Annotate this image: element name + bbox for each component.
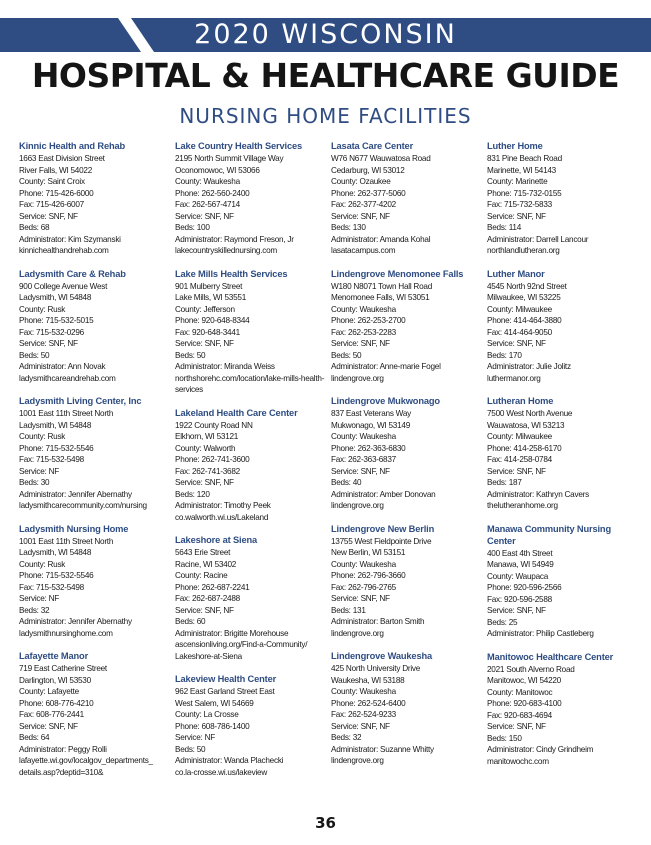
facility-detail-line: County: Walworth <box>175 443 236 453</box>
facility-detail-line: Wauwatosa, WI 53213 <box>487 420 565 430</box>
facility-entry <box>487 268 639 385</box>
facility-detail-line: Beds: 50 <box>175 744 206 754</box>
facility-detail-line: Service: SNF, NF <box>175 605 234 615</box>
facility-detail-line: co.walworth.wi.us/Lakeland <box>175 512 269 522</box>
facility-detail-line: Racine, WI 53402 <box>175 559 237 569</box>
facility-detail-line: Administrator: Raymond Freson, Jr <box>175 234 294 244</box>
facility-entry <box>175 673 327 778</box>
facility-detail-line: Administrator: Anne-marie Fogel <box>331 362 441 371</box>
facility-detail-line: Fax: 262-253-2283 <box>331 327 396 337</box>
facility-detail-line: County: Rusk <box>19 559 66 569</box>
facility-name: Ladysmith Care & Rehab <box>19 268 126 279</box>
facility-detail-line: Beds: 50 <box>19 350 50 360</box>
facility-detail-line: Administrator: Philip Castleberg <box>487 629 594 638</box>
facility-detail-line: co.la-crosse.wi.us/lakeview <box>175 767 267 777</box>
facility-detail-line: Administrator: Cindy Grindheim <box>487 745 594 754</box>
facility-detail-line: Beds: 68 <box>19 223 50 232</box>
facility-detail-line: County: Milwaukee <box>487 432 552 441</box>
facility-detail-line: services <box>175 385 204 394</box>
banner-text: 2020 WISCONSIN <box>194 19 457 50</box>
facility-detail-line: Beds: 150 <box>487 733 522 743</box>
facility-detail-line: Phone: 414-258-6170 <box>487 443 562 453</box>
facility-detail-line: County: Saint Croix <box>19 177 85 186</box>
facility-detail-line: Service: SNF, NF <box>331 211 390 221</box>
facility-detail-line: 7500 West North Avenue <box>487 409 573 418</box>
facility-detail-line: 1922 County Road NN <box>175 420 253 430</box>
facility-detail-line: Fax: 715-426-6007 <box>19 200 84 209</box>
facility-detail-line: northshorehc.com/location/lake-mills-health- <box>175 373 325 383</box>
column-3 <box>331 140 483 778</box>
facility-name: Lindengrove Mukwonago <box>331 396 440 406</box>
facility-detail-line: Waukesha, WI 53188 <box>331 675 405 685</box>
section-subtitle: NURSING HOME FACILITIES <box>179 104 472 128</box>
facility-detail-line: Service: SNF, NF <box>487 466 546 476</box>
facility-detail-line: kinnichealthandrehab.com <box>19 246 109 255</box>
facility-detail-line: Service: SNF, NF <box>175 478 234 487</box>
facility-detail-line: Phone: 262-363-6830 <box>331 443 406 453</box>
column-2 <box>175 140 327 789</box>
facility-detail-line: 831 Pine Beach Road <box>487 154 562 163</box>
facility-detail-line: County: Milwaukee <box>487 304 552 314</box>
facility-detail-line: Fax: 262-567-4714 <box>175 200 240 209</box>
facility-detail-line: Beds: 40 <box>331 478 362 487</box>
facility-detail-line: 837 East Veterans Way <box>331 409 412 418</box>
column-1 <box>19 140 171 789</box>
facility-name: Ladysmith Living Center, Inc <box>19 396 142 406</box>
facility-detail-line: County: Lafayette <box>19 687 79 696</box>
facility-detail-line: Fax: 262-741-3682 <box>175 466 240 476</box>
facility-detail-line: Phone: 608-776-4210 <box>19 698 94 708</box>
facility-detail-line: Phone: 920-648-8344 <box>175 316 250 325</box>
facility-entry <box>175 407 327 524</box>
facility-detail-line: 901 Mulberry Street <box>175 281 243 291</box>
facility-detail-line: ladysmithcareandrehab.com <box>19 373 116 383</box>
facility-detail-line: Phone: 262-796-3660 <box>331 571 406 580</box>
facility-detail-line: 425 North University Drive <box>331 664 421 673</box>
page-title: HOSPITAL & HEALTHCARE GUIDE <box>31 56 620 95</box>
facility-detail-line: Administrator: Kim Szymanski <box>19 234 121 244</box>
facility-detail-line: 900 College Avenue West <box>19 281 108 291</box>
facility-detail-line: details.asp?deptid=310& <box>19 767 104 777</box>
facility-detail-line: ascensionliving.org/Find-a-Community/ <box>175 640 308 649</box>
facility-name: Lakeview Health Center <box>175 674 277 684</box>
facility-detail-line: Fax: 715-532-5498 <box>19 455 84 464</box>
facility-detail-line: Service: SNF, NF <box>19 211 78 221</box>
facility-detail-line: Administrator: Amber Donovan <box>331 489 436 499</box>
facility-detail-line: 1001 East 11th Street North <box>19 536 114 546</box>
facility-entry <box>487 523 639 640</box>
facility-detail-line: Phone: 262-560-2400 <box>175 188 250 198</box>
facility-detail-line: W76 N677 Wauwatosa Road <box>331 154 431 163</box>
facility-detail-line: Phone: 414-464-3880 <box>487 316 562 325</box>
facility-detail-line: Service: NF <box>175 733 216 742</box>
facility-detail-line: Phone: 715-426-6000 <box>19 188 94 198</box>
facility-detail-line: Phone: 715-532-5015 <box>19 316 94 325</box>
facility-name: Luther Manor <box>487 268 545 279</box>
facility-detail-line: Phone: 262-687-2241 <box>175 582 250 592</box>
facility-detail-line: Beds: 120 <box>175 489 210 499</box>
facility-detail-line: New Berlin, WI 53151 <box>331 548 406 557</box>
facility-detail-line: lafayette.wi.gov/localgov_departments_ <box>19 756 153 765</box>
facility-detail-line: Service: NF <box>19 466 60 476</box>
facility-detail-line: County: Waukesha <box>331 432 396 441</box>
facility-detail-line: Ladysmith, WI 54848 <box>19 548 92 557</box>
facility-detail-line: 5643 Erie Street <box>175 548 231 557</box>
facility-entry <box>331 650 483 767</box>
facility-detail-line: County: Waupaca <box>487 571 549 581</box>
facility-detail-line: 2021 South Alverno Road <box>487 664 575 674</box>
facility-entry <box>487 140 639 257</box>
facility-detail-line: Fax: 608-776-2441 <box>19 710 84 719</box>
facility-name: Lakeland Health Care Center <box>175 407 298 418</box>
facility-detail-line: 400 East 4th Street <box>487 548 553 558</box>
facility-detail-line: Fax: 920-596-2588 <box>487 594 552 604</box>
facility-detail-line: County: Jefferson <box>175 304 235 314</box>
facility-entry <box>19 140 171 257</box>
facility-detail-line: Fax: 920-683-4694 <box>487 710 552 720</box>
facility-detail-line: Fax: 920-648-3441 <box>175 327 240 337</box>
facility-detail-line: Service: SNF, NF <box>331 721 390 731</box>
facility-detail-line: Marinette, WI 54143 <box>487 165 556 175</box>
facility-entry <box>19 650 171 778</box>
facility-detail-line: Service: SNF, NF <box>331 594 390 603</box>
facility-detail-line: Fax: 715-732-5833 <box>487 200 552 209</box>
facility-detail-line: County: La Crosse <box>175 710 239 719</box>
facility-detail-line: Beds: 170 <box>487 350 522 360</box>
facility-detail-line: Mukwonago, WI 53149 <box>331 420 410 430</box>
facility-detail-line: luthermanor.org <box>487 373 541 383</box>
facility-detail-line: Ladysmith, WI 54848 <box>19 293 92 302</box>
facility-name: Lake Mills Health Services <box>175 268 288 279</box>
facility-detail-line: lasatacampus.com <box>331 246 396 255</box>
facility-detail-line: County: Waukesha <box>331 559 396 569</box>
facility-detail-line: Fax: 262-377-4202 <box>331 200 396 209</box>
facility-name: Lasata Care Center <box>331 141 414 151</box>
facility-detail-line: Service: NF <box>19 594 60 603</box>
facility-name: Ladysmith Nursing Home <box>19 523 129 534</box>
facility-entry <box>19 268 171 385</box>
facility-entry <box>19 395 171 512</box>
facility-detail-line: Cedarburg, WI 53012 <box>331 165 405 175</box>
facility-detail-line: Beds: 25 <box>487 617 518 627</box>
facility-entry <box>331 523 483 640</box>
facility-detail-line: Oconomowoc, WI 53066 <box>175 165 260 175</box>
facility-detail-line: Service: SNF, NF <box>19 339 78 348</box>
facility-detail-line: Beds: 114 <box>487 223 522 232</box>
facility-detail-line: Administrator: Timothy Peek <box>175 501 271 510</box>
facility-detail-line: Beds: 50 <box>331 350 362 360</box>
facility-detail-line: Administrator: Miranda Weiss <box>175 362 275 371</box>
facility-detail-line: County: Ozaukee <box>331 177 391 186</box>
facility-name: Lutheran Home <box>487 396 554 406</box>
facility-detail-line: ladysmithcarecommunity.com/nursing <box>19 501 147 510</box>
facility-entry <box>331 140 483 257</box>
facility-detail-line: West Salem, WI 54669 <box>175 698 254 708</box>
facility-detail-line: lindengrove.org <box>331 628 384 638</box>
facility-detail-line: Administrator: Ann Novak <box>19 362 106 371</box>
facility-detail-line: northlandlutheran.org <box>487 246 560 255</box>
facility-detail-line: Phone: 262-377-5060 <box>331 188 406 198</box>
facility-detail-line: W180 N8071 Town Hall Road <box>331 281 433 291</box>
facility-listing <box>19 140 649 800</box>
facility-detail-line: lindengrove.org <box>331 501 384 510</box>
facility-detail-line: Service: SNF, NF <box>331 466 390 476</box>
facility-name: Lakeshore at Siena <box>175 535 258 545</box>
facility-entry <box>175 268 327 396</box>
facility-detail-line: Elkhorn, WI 53121 <box>175 432 239 441</box>
facility-detail-line: 1663 East Division Street <box>19 154 105 163</box>
facility-detail-line: 2195 North Summit Village Way <box>175 154 284 163</box>
facility-detail-line: Administrator: Kathryn Cavers <box>487 489 589 499</box>
column-4 <box>487 140 639 778</box>
facility-detail-line: Beds: 64 <box>19 733 50 742</box>
facility-detail-line: County: Waukesha <box>331 304 396 314</box>
facility-detail-line: County: Manitowoc <box>487 687 553 697</box>
facility-name: Lindengrove Waukesha <box>331 651 433 661</box>
facility-detail-line: 13755 West Fieldpointe Drive <box>331 536 432 546</box>
facility-name: Lindengrove New Berlin <box>331 523 435 534</box>
facility-detail-line: Service: SNF, NF <box>331 339 390 348</box>
facility-detail-line: County: Waukesha <box>331 687 396 696</box>
title-banner <box>0 18 651 52</box>
facility-detail-line: Beds: 50 <box>175 350 206 360</box>
facility-detail-line: River Falls, WI 54022 <box>19 165 93 175</box>
facility-detail-line: Administrator: Amanda Kohal <box>331 234 431 244</box>
facility-detail-line: County: Marinette <box>487 177 548 186</box>
facility-detail-line: Service: SNF, NF <box>487 606 546 615</box>
facility-detail-line: ladysmithnursinghome.com <box>19 628 113 638</box>
facility-detail-line: Phone: 262-741-3600 <box>175 455 250 464</box>
facility-detail-line: 962 East Garland Street East <box>175 687 275 696</box>
facility-name: Lindengrove Menomonee Falls <box>331 268 464 279</box>
facility-detail-line: Phone: 608-786-1400 <box>175 721 250 731</box>
facility-name: Kinnic Health and Rehab <box>19 141 126 151</box>
facility-detail-line: Phone: 715-532-5546 <box>19 443 94 453</box>
facility-detail-line: Phone: 920-596-2566 <box>487 583 562 592</box>
facility-detail-line: Administrator: Jennifer Abernathy <box>19 489 132 499</box>
facility-detail-line: Administrator: Peggy Rolli <box>19 744 107 754</box>
facility-detail-line: Fax: 262-524-9233 <box>331 710 396 719</box>
facility-detail-line: Beds: 130 <box>331 223 366 232</box>
facility-detail-line: Administrator: Jennifer Abernathy <box>19 617 132 626</box>
facility-detail-line: Administrator: Barton Smith <box>331 617 425 626</box>
facility-entry <box>175 534 327 662</box>
facility-detail-line: Ladysmith, WI 54848 <box>19 420 92 430</box>
facility-detail-line: Fax: 414-464-9050 <box>487 327 552 337</box>
facility-detail-line: Beds: 32 <box>19 605 50 615</box>
facility-detail-line: Phone: 262-253-2700 <box>331 316 406 325</box>
facility-detail-line: Phone: 715-732-0155 <box>487 188 562 198</box>
facility-detail-line: manitowochc.com <box>487 756 549 766</box>
facility-detail-line: Beds: 187 <box>487 478 522 487</box>
facility-name: Manitowoc Healthcare Center <box>487 651 614 662</box>
facility-detail-line: Service: SNF, NF <box>175 339 234 348</box>
facility-detail-line: Beds: 30 <box>19 478 50 487</box>
facility-detail-line: Beds: 32 <box>331 733 362 742</box>
facility-detail-line: County: Rusk <box>19 304 66 314</box>
facility-detail-line: County: Waukesha <box>175 177 240 186</box>
facility-detail-line: lindengrove.org <box>331 373 384 383</box>
facility-detail-line: Service: SNF, NF <box>487 211 546 221</box>
facility-entry <box>19 523 171 640</box>
facility-detail-line: 1001 East 11th Street North <box>19 409 114 418</box>
facility-detail-line: Administrator: Brigitte Morehouse <box>175 628 289 638</box>
facility-detail-line: Phone: 920-683-4100 <box>487 699 562 708</box>
facility-detail-line: Manitowoc, WI 54220 <box>487 676 561 685</box>
facility-detail-line: Fax: 262-687-2488 <box>175 594 240 603</box>
facility-detail-line: Milwaukee, WI 53225 <box>487 293 561 302</box>
facility-detail-line: Beds: 60 <box>175 617 206 626</box>
facility-detail-line: lakecountryskillednursing.com <box>175 246 277 255</box>
facility-detail-line: Service: SNF, NF <box>175 211 234 221</box>
facility-detail-line: County: Racine <box>175 571 228 580</box>
facility-detail-line: Phone: 262-524-6400 <box>331 698 406 708</box>
facility-detail-line: Fax: 262-363-6837 <box>331 455 396 464</box>
facility-detail-line: Service: SNF, NF <box>19 721 78 731</box>
facility-detail-line: Fax: 414-258-0784 <box>487 455 552 464</box>
facility-detail-line: Administrator: Wanda Plachecki <box>175 756 284 765</box>
facility-detail-line: Manawa, WI 54949 <box>487 560 554 569</box>
facility-name: Luther Home <box>487 141 543 151</box>
facility-detail-line: County: Rusk <box>19 432 66 441</box>
facility-detail-line: thelutheranhome.org <box>487 501 558 510</box>
facility-entry <box>331 395 483 512</box>
page-number: 36 <box>315 814 336 832</box>
facility-detail-line: Administrator: Darrell Lancour <box>487 234 589 244</box>
facility-detail-line: Lake Mills, WI 53551 <box>175 293 246 302</box>
facility-detail-line: Service: SNF, NF <box>487 722 546 731</box>
facility-name: Lafayette Manor <box>19 651 89 661</box>
facility-detail-line: Beds: 131 <box>331 605 366 615</box>
facility-name: Lake Country Health Services <box>175 141 303 151</box>
facility-detail-line: Lakeshore-at-Siena <box>175 651 242 661</box>
facility-entry <box>487 395 639 512</box>
facility-entry <box>487 651 639 768</box>
facility-detail-line: Fax: 715-532-0296 <box>19 327 84 337</box>
facility-detail-line: Fax: 262-796-2765 <box>331 582 396 592</box>
facility-entry <box>331 268 483 385</box>
facility-detail-line: 4545 North 92nd Street <box>487 281 567 291</box>
facility-detail-line: 719 East Catherine Street <box>19 664 107 673</box>
facility-name: Manawa Community Nursing Center <box>487 523 611 546</box>
facility-detail-line: Darlington, WI 53530 <box>19 675 91 685</box>
facility-entry <box>175 140 327 257</box>
facility-detail-line: Service: SNF, NF <box>487 339 546 348</box>
facility-detail-line: Beds: 100 <box>175 223 210 232</box>
facility-detail-line: Administrator: Suzanne Whitty <box>331 744 434 754</box>
facility-detail-line: Menomonee Falls, WI 53051 <box>331 293 430 302</box>
facility-detail-line: Phone: 715-532-5546 <box>19 571 94 580</box>
facility-detail-line: Fax: 715-532-5498 <box>19 582 84 592</box>
facility-detail-line: lindengrove.org <box>331 756 384 765</box>
facility-detail-line: Administrator: Julie Jolitz <box>487 362 571 371</box>
